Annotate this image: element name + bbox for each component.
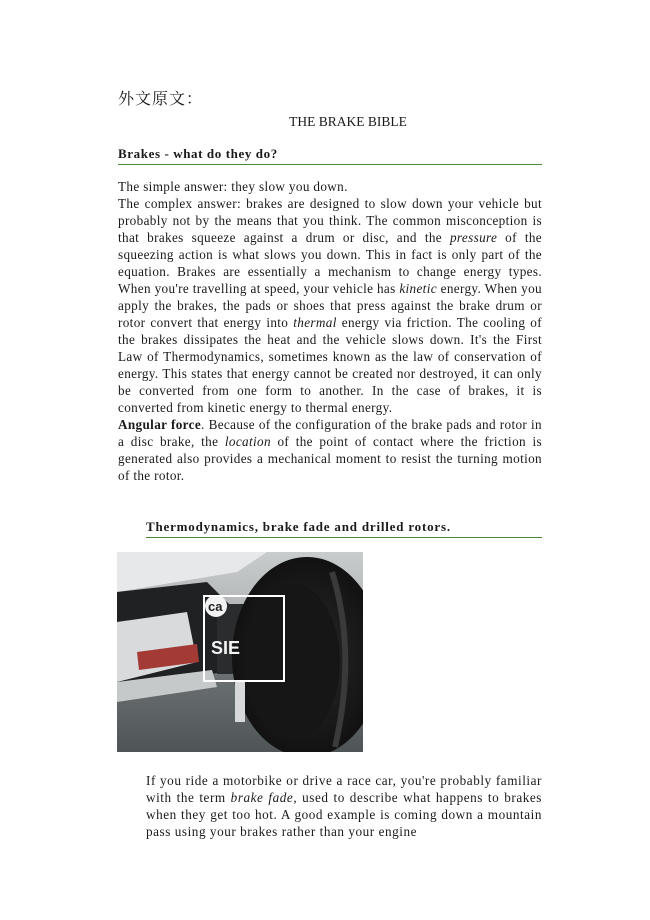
brake-fade-text-2: , used to describe what happens to brakes when they get too hot. A good example is coming down a mountain pass using your brakes rather than your engine <box>146 790 542 839</box>
section-heading-brakes: Brakes - what do they do? <box>118 146 542 165</box>
section-body-brake-fade <box>146 772 542 840</box>
simple-answer-paragraph <box>118 178 542 195</box>
angular-force-term: Angular force <box>118 417 202 432</box>
brake-fade-paragraph <box>146 772 542 840</box>
simple-answer-text: The simple answer: they slow you down. <box>118 179 348 194</box>
complex-answer-text-1: The complex answer: brakes are designed to slow down your vehicle but probably not by the means that you think. The common misconception is that brakes squeeze against a drum or disc, and the <box>118 196 542 245</box>
emphasis-location: location <box>224 434 271 449</box>
section-heading-thermodynamics: Thermodynamics, brake fade and drilled rotors. <box>146 519 542 538</box>
angular-force-paragraph <box>118 416 542 484</box>
original-text-label: 外文原文： <box>118 89 204 108</box>
complex-answer-paragraph <box>118 195 542 416</box>
emphasis-thermal: thermal <box>293 315 337 330</box>
emphasis-brake-fade: brake fade <box>230 790 294 805</box>
complex-answer-text-2: of the squeezing action is what slows you down. This in fact is only part of the equation. Brakes are essentially a mechanism to change energy types. When you're travelling at speed, your vehicle has <box>118 230 542 296</box>
complex-answer-text-4: energy via friction. The cooling of the brakes dissipates the heat and the vehicle slows down. It's the First Law of Thermodynamics, sometimes known as the law of conservation of energy. This states that energy cannot be created nor destroyed, it can only be converted from one form to another. In the case of brakes, it is converted from kinetic energy to thermal energy. <box>118 315 542 415</box>
emphasis-kinetic: kinetic <box>399 281 437 296</box>
section-body-brakes <box>118 178 542 484</box>
emphasis-pressure: pressure <box>449 230 498 245</box>
race-car-wheel-photo <box>117 552 363 752</box>
document-title: THE BRAKE BIBLE <box>289 114 407 129</box>
angular-text-2: of the point of contact where the friction is generated also provides a mechanical moment to resist the turning motion of the rotor. <box>118 434 542 483</box>
race-car-wheel-illustration <box>117 552 363 752</box>
complex-answer-text-3: energy. When you apply the brakes, the pads or shoes that press against the brake drum or rotor convert that energy into <box>118 281 543 330</box>
brake-fade-text-1: If you ride a motorbike or drive a race car, you're probably familiar with the term <box>146 773 542 805</box>
photo-sponsor-text: SIE <box>211 638 241 658</box>
photo-logo-text: ca <box>208 599 223 614</box>
angular-text-1: . Because of the configuration of the brake pads and rotor in a disc brake, the <box>118 417 542 449</box>
